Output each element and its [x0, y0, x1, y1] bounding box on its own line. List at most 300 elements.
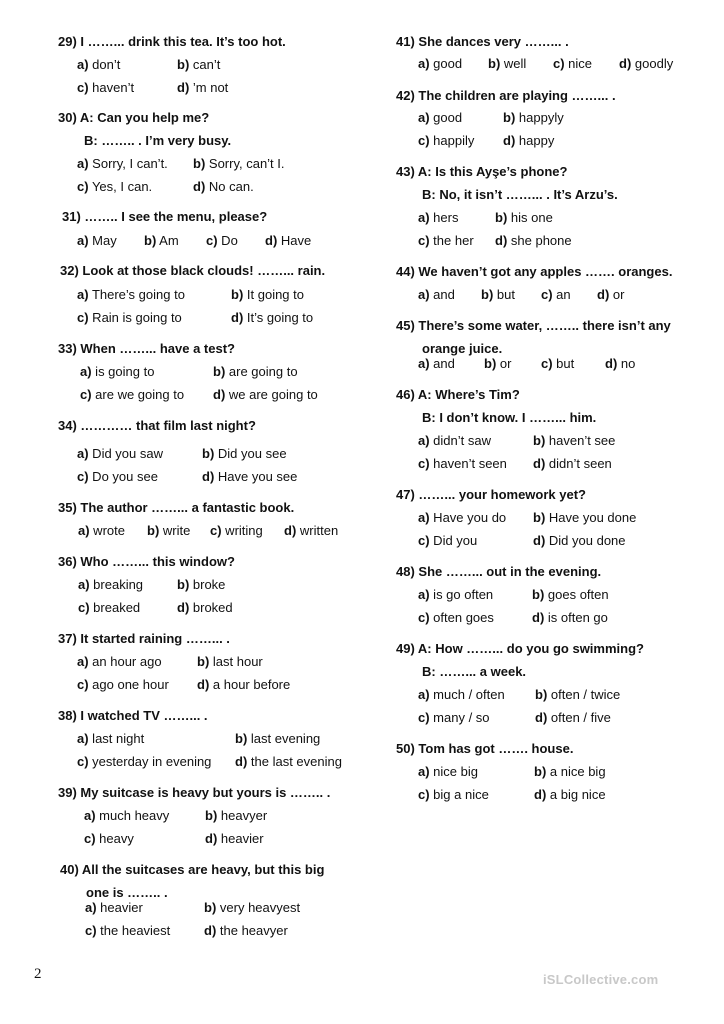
option-text: writing — [221, 523, 263, 538]
option-text: heavier — [217, 831, 264, 846]
option-text: an — [552, 287, 571, 302]
answer-option — [418, 110, 462, 126]
answer-option — [495, 233, 572, 249]
answer-option — [78, 577, 143, 593]
option-letter: d) — [177, 80, 190, 95]
option-text: Do you see — [88, 469, 158, 484]
question-38 — [58, 708, 208, 724]
question-32 — [60, 263, 325, 279]
option-text: There’s going to — [88, 287, 185, 302]
option-letter: d) — [284, 523, 297, 538]
question-text: 49) A: How ……... do you go swimming? — [396, 641, 644, 656]
option-text: Am — [156, 233, 179, 248]
option-text: Did you saw — [88, 446, 163, 461]
option-text: or — [609, 287, 625, 302]
option-text: haven’t see — [545, 433, 616, 448]
answer-option — [205, 808, 267, 824]
answer-option — [77, 469, 158, 485]
watermark: iSLCollective.com — [543, 972, 659, 987]
option-letter: b) — [147, 523, 160, 538]
option-text: Did you see — [214, 446, 287, 461]
question-47 — [396, 487, 586, 503]
option-text: often / five — [547, 710, 611, 725]
answer-option — [213, 387, 318, 403]
answer-option — [418, 533, 477, 549]
question-text: 39) My suitcase is heavy but yours is …….. . — [58, 785, 331, 800]
answer-option — [418, 764, 478, 780]
question-42 — [396, 88, 616, 104]
option-letter: b) — [533, 510, 546, 525]
option-letter: d) — [535, 710, 548, 725]
question-29 — [58, 34, 286, 50]
option-text: broke — [189, 577, 226, 592]
question-text: 43) A: Is this Ayşe’s phone? — [396, 164, 568, 179]
question-text: 29) I ……... drink this tea. It’s too hot. — [58, 34, 286, 49]
option-letter: c) — [77, 677, 89, 692]
option-letter: d) — [202, 469, 215, 484]
question-45 — [396, 318, 671, 357]
option-text: didn’t saw — [429, 433, 491, 448]
option-text: good — [429, 56, 463, 71]
option-text: Yes, I can. — [88, 179, 153, 194]
option-letter: b) — [495, 210, 508, 225]
option-letter: b) — [488, 56, 501, 71]
option-letter: c) — [85, 923, 97, 938]
answer-option — [503, 133, 554, 149]
option-text: wrote — [89, 523, 125, 538]
answer-option — [77, 654, 162, 670]
option-letter: b) — [532, 587, 545, 602]
answer-option — [77, 179, 152, 195]
question-text: 44) We haven’t got any apples ……. oranges. — [396, 264, 673, 279]
option-letter: d) — [205, 831, 218, 846]
option-text: Rain is going to — [88, 310, 182, 325]
option-letter: d) — [533, 456, 546, 471]
answer-option — [77, 80, 134, 96]
option-letter: b) — [177, 577, 190, 592]
option-letter: d) — [265, 233, 278, 248]
option-letter: b) — [177, 57, 190, 72]
answer-option — [503, 110, 564, 126]
option-text: the her — [429, 233, 474, 248]
option-letter: c) — [84, 831, 96, 846]
answer-option — [605, 356, 635, 372]
option-text: the last evening — [247, 754, 342, 769]
answer-option — [597, 287, 624, 303]
option-text: well — [500, 56, 527, 71]
question-text: 34) ………… that film last night? — [58, 418, 256, 433]
option-letter: a) — [418, 56, 430, 71]
question-50 — [396, 741, 573, 757]
page-number: 2 — [34, 966, 42, 982]
question-text: 47) ……... your homework yet? — [396, 487, 586, 502]
question-text: 38) I watched TV ……... . — [58, 708, 208, 723]
option-letter: a) — [418, 687, 430, 702]
option-letter: b) — [535, 687, 548, 702]
option-text: and — [429, 356, 455, 371]
question-43 — [396, 164, 618, 203]
question-text-continued: one is …….. . — [86, 885, 168, 900]
answer-option — [418, 233, 474, 249]
option-letter: a) — [77, 156, 89, 171]
answer-option — [210, 523, 263, 539]
answer-option — [204, 900, 300, 916]
option-text: It going to — [243, 287, 304, 302]
option-letter: a) — [85, 900, 97, 915]
option-letter: c) — [210, 523, 222, 538]
option-text: write — [159, 523, 191, 538]
option-text: goes often — [544, 587, 609, 602]
answer-option — [534, 787, 606, 803]
answer-option — [418, 710, 490, 726]
question-44 — [396, 264, 672, 280]
option-letter: c) — [541, 287, 553, 302]
answer-option — [418, 787, 489, 803]
answer-option — [77, 57, 120, 73]
option-letter: d) — [619, 56, 632, 71]
question-text: 31) …….. I see the menu, please? — [62, 209, 268, 224]
question-48 — [396, 564, 601, 580]
answer-option — [213, 364, 298, 380]
answer-option — [85, 923, 170, 939]
option-letter: b) — [204, 900, 217, 915]
option-text: his one — [507, 210, 553, 225]
option-text: Do — [217, 233, 238, 248]
answer-option — [197, 677, 290, 693]
question-text: 50) Tom has got ……. house. — [396, 741, 574, 756]
option-text: nice big — [429, 764, 478, 779]
answer-option — [77, 754, 211, 770]
option-letter: c) — [77, 310, 89, 325]
option-letter: c) — [78, 600, 90, 615]
option-text: didn’t seen — [545, 456, 612, 471]
option-text: much / often — [429, 687, 505, 702]
answer-option — [147, 523, 190, 539]
option-letter: b) — [484, 356, 497, 371]
answer-option — [418, 587, 493, 603]
option-text: a big nice — [546, 787, 606, 802]
option-letter: a) — [78, 577, 90, 592]
option-text: we are going to — [225, 387, 318, 402]
answer-option — [231, 310, 313, 326]
answer-option — [84, 808, 169, 824]
option-text: heavyer — [217, 808, 268, 823]
option-text: heavy — [95, 831, 134, 846]
option-letter: d) — [235, 754, 248, 769]
option-letter: c) — [77, 469, 89, 484]
option-letter: b) — [193, 156, 206, 171]
answer-option — [80, 364, 154, 380]
answer-option — [532, 610, 608, 626]
option-text: are going to — [225, 364, 298, 379]
option-text: heavier — [96, 900, 143, 915]
option-text: is often go — [544, 610, 608, 625]
option-text: Sorry, I can’t. — [88, 156, 168, 171]
answer-option — [177, 600, 233, 616]
option-letter: a) — [78, 523, 90, 538]
question-text: 46) A: Where’s Tim? — [396, 387, 520, 402]
answer-option — [418, 287, 455, 303]
answer-option — [418, 356, 455, 372]
question-text: 30) A: Can you help me? — [58, 110, 210, 125]
option-letter: d) — [231, 310, 244, 325]
answer-option — [418, 133, 474, 149]
option-text: haven’t seen — [429, 456, 507, 471]
answer-option — [418, 456, 507, 472]
option-text: but — [493, 287, 515, 302]
option-text: ago one hour — [88, 677, 169, 692]
question-33 — [58, 341, 235, 357]
option-letter: a) — [418, 587, 430, 602]
option-text: is going to — [91, 364, 155, 379]
option-letter: a) — [80, 364, 92, 379]
option-text: often goes — [429, 610, 494, 625]
option-text: very heavyest — [216, 900, 301, 915]
option-text: the heaviest — [96, 923, 171, 938]
answer-option — [177, 80, 228, 96]
option-text: Have you see — [214, 469, 298, 484]
answer-option — [231, 287, 304, 303]
option-text: and — [429, 287, 455, 302]
option-text: hers — [429, 210, 459, 225]
answer-option — [534, 764, 606, 780]
answer-option — [144, 233, 179, 249]
option-letter: c) — [541, 356, 553, 371]
answer-option — [553, 56, 592, 72]
option-text: an hour ago — [88, 654, 162, 669]
option-letter: a) — [418, 356, 430, 371]
option-text: last night — [88, 731, 145, 746]
option-text: much heavy — [95, 808, 170, 823]
option-letter: b) — [144, 233, 157, 248]
option-letter: b) — [534, 764, 547, 779]
option-text: the heavyer — [216, 923, 288, 938]
question-41 — [396, 34, 569, 50]
option-text: ’m not — [189, 80, 229, 95]
question-text: 48) She ……... out in the evening. — [396, 564, 602, 579]
option-letter: c) — [553, 56, 565, 71]
option-letter: c) — [418, 787, 430, 802]
answer-option — [541, 356, 574, 372]
question-text: 40) All the suitcases are heavy, but this big — [60, 862, 325, 877]
answer-option — [77, 446, 163, 462]
answer-option — [202, 469, 297, 485]
question-text: 45) There’s some water, …….. there isn’t any — [396, 318, 671, 333]
option-letter: d) — [495, 233, 508, 248]
option-text: are we going to — [91, 387, 185, 402]
question-39 — [58, 785, 330, 801]
answer-option — [80, 387, 184, 403]
option-text: can’t — [189, 57, 221, 72]
option-letter: c) — [418, 610, 430, 625]
question-49 — [396, 641, 644, 680]
answer-option — [202, 446, 287, 462]
question-31 — [62, 209, 267, 225]
answer-option — [193, 156, 285, 172]
option-letter: b) — [481, 287, 494, 302]
question-text: 32) Look at those black clouds! ……... rain. — [60, 263, 326, 278]
option-text: last hour — [209, 654, 263, 669]
answer-option — [532, 587, 609, 603]
option-letter: c) — [80, 387, 92, 402]
option-letter: b) — [202, 446, 215, 461]
option-text: Did you done — [545, 533, 626, 548]
option-text: often / twice — [547, 687, 621, 702]
answer-option — [77, 731, 144, 747]
question-text-continued: orange juice. — [422, 341, 503, 356]
question-text-continued: B: …….. . I’m very busy. — [84, 133, 232, 148]
answer-option — [418, 610, 494, 626]
option-letter: d) — [193, 179, 206, 194]
answer-option — [541, 287, 571, 303]
option-text: happily — [429, 133, 475, 148]
option-letter: d) — [213, 387, 226, 402]
answer-option — [533, 510, 636, 526]
option-text: No can. — [205, 179, 254, 194]
option-letter: a) — [418, 764, 430, 779]
question-30 — [58, 110, 231, 149]
option-text: is go often — [429, 587, 494, 602]
option-text: Have — [277, 233, 312, 248]
option-letter: c) — [77, 80, 89, 95]
answer-option — [495, 210, 553, 226]
option-letter: a) — [77, 233, 89, 248]
question-36 — [58, 554, 235, 570]
answer-option — [235, 731, 320, 747]
option-letter: b) — [205, 808, 218, 823]
answer-option — [619, 56, 673, 72]
option-letter: a) — [77, 287, 89, 302]
answer-option — [204, 923, 288, 939]
option-letter: c) — [206, 233, 218, 248]
answer-option — [481, 287, 515, 303]
option-text: last evening — [247, 731, 321, 746]
option-letter: a) — [84, 808, 96, 823]
answer-option — [77, 677, 169, 693]
option-text: or — [496, 356, 512, 371]
answer-option — [177, 577, 225, 593]
option-text: Did you — [429, 533, 478, 548]
option-letter: d) — [605, 356, 618, 371]
question-text-continued: B: I don’t know. I ……... him. — [422, 410, 597, 425]
question-text: 41) She dances very ……... . — [396, 34, 569, 49]
option-letter: d) — [197, 677, 210, 692]
answer-option — [77, 233, 117, 249]
option-letter: d) — [534, 787, 547, 802]
question-34 — [58, 418, 256, 434]
option-letter: c) — [418, 456, 430, 471]
option-text: haven’t — [88, 80, 135, 95]
option-letter: d) — [503, 133, 516, 148]
option-letter: a) — [418, 510, 430, 525]
option-letter: d) — [204, 923, 217, 938]
option-text: many / so — [429, 710, 490, 725]
answer-option — [484, 356, 511, 372]
answer-option — [197, 654, 263, 670]
option-letter: b) — [503, 110, 516, 125]
question-text: 36) Who ……... this window? — [58, 554, 235, 569]
option-letter: c) — [77, 179, 89, 194]
option-letter: a) — [77, 654, 89, 669]
option-letter: b) — [235, 731, 248, 746]
option-letter: b) — [213, 364, 226, 379]
option-text: goodly — [631, 56, 674, 71]
option-letter: d) — [177, 600, 190, 615]
answer-option — [284, 523, 338, 539]
answer-option — [535, 687, 620, 703]
question-35 — [58, 500, 294, 516]
option-text: she phone — [507, 233, 572, 248]
answer-option — [85, 900, 143, 916]
option-letter: a) — [418, 433, 430, 448]
answer-option — [78, 600, 140, 616]
question-text: 35) The author ……... a fantastic book. — [58, 500, 295, 515]
option-text: no — [617, 356, 636, 371]
option-text: breaking — [89, 577, 144, 592]
answer-option — [235, 754, 342, 770]
option-letter: c) — [418, 233, 430, 248]
option-text: Sorry, can’t I. — [205, 156, 285, 171]
option-letter: b) — [197, 654, 210, 669]
option-text: don’t — [88, 57, 121, 72]
option-letter: c) — [77, 754, 89, 769]
option-text: but — [552, 356, 575, 371]
option-text: good — [429, 110, 463, 125]
answer-option — [533, 533, 626, 549]
question-text-continued: B: No, it isn’t ……... . It’s Arzu’s. — [422, 187, 618, 202]
answer-option — [84, 831, 134, 847]
option-letter: c) — [418, 133, 430, 148]
question-text: 42) The children are playing ……... . — [396, 88, 616, 103]
answer-option — [78, 523, 125, 539]
answer-option — [418, 210, 458, 226]
option-text: a nice big — [546, 764, 606, 779]
option-text: yesterday in evening — [88, 754, 212, 769]
option-text: Have you do — [429, 510, 507, 525]
answer-option — [533, 433, 615, 449]
answer-option — [418, 433, 491, 449]
answer-option — [418, 56, 462, 72]
answer-option — [193, 179, 254, 195]
answer-option — [77, 156, 168, 172]
option-letter: a) — [418, 110, 430, 125]
option-letter: b) — [231, 287, 244, 302]
question-text-continued: B: ……... a week. — [422, 664, 527, 679]
option-text: breaked — [89, 600, 141, 615]
answer-option — [77, 287, 185, 303]
option-text: written — [296, 523, 339, 538]
question-46 — [396, 387, 596, 426]
option-letter: a) — [418, 287, 430, 302]
option-text: May — [88, 233, 117, 248]
option-letter: d) — [532, 610, 545, 625]
option-text: happy — [515, 133, 555, 148]
question-37 — [58, 631, 230, 647]
answer-option — [177, 57, 220, 73]
answer-option — [77, 310, 182, 326]
option-text: big a nice — [429, 787, 489, 802]
answer-option — [535, 710, 611, 726]
question-40 — [60, 862, 324, 901]
option-text: happyly — [515, 110, 564, 125]
answer-option — [206, 233, 238, 249]
option-text: Have you done — [545, 510, 637, 525]
answer-option — [418, 510, 506, 526]
option-letter: a) — [77, 57, 89, 72]
option-letter: c) — [418, 710, 430, 725]
answer-option — [265, 233, 311, 249]
option-letter: d) — [533, 533, 546, 548]
